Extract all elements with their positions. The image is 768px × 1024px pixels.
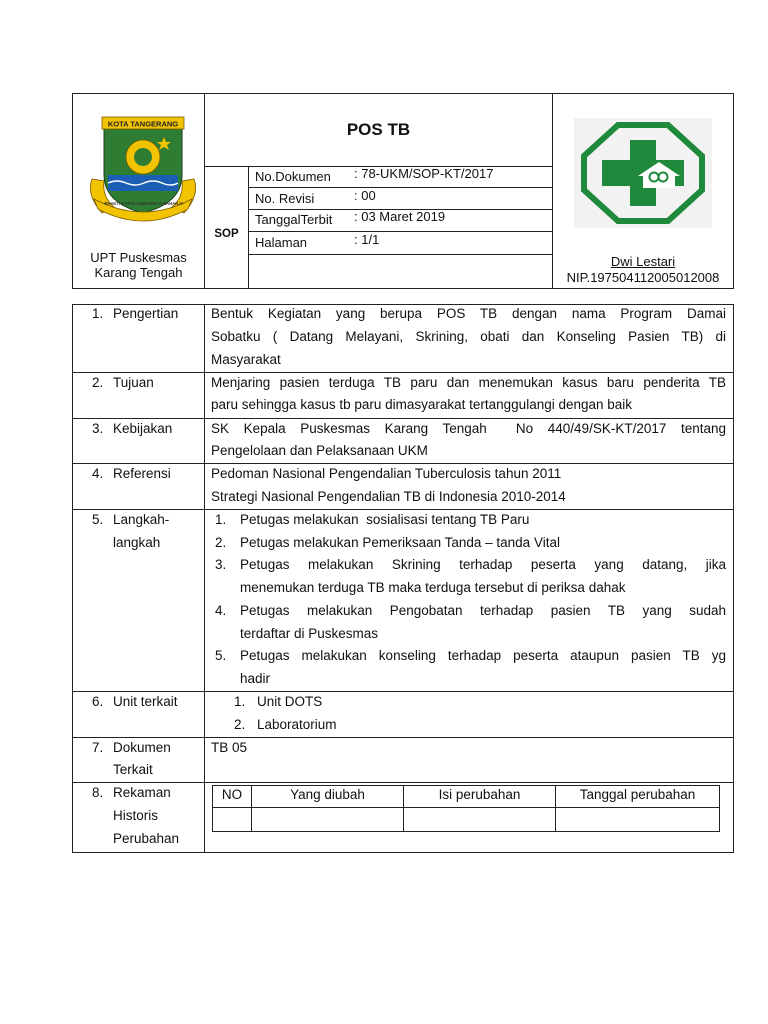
referensi-line-2: Strategi Nasional Pengendalian TB di Indonesia 2010-2014 xyxy=(211,489,566,504)
section-number: 2. xyxy=(92,375,104,390)
meta-value-halaman: : 1/1 xyxy=(354,232,380,247)
unit-number: 2. xyxy=(234,717,246,732)
tujuan-line-1: Menjaring pasien terduga TB paru dan menemukan kasus baru penderita TB xyxy=(211,375,726,390)
section-number: 6. xyxy=(92,694,104,709)
header-border-top xyxy=(72,93,734,94)
header-sop-divider xyxy=(248,166,249,289)
kota-tangerang-logo xyxy=(84,113,202,223)
history-col-isi-perubahan: Isi perubahan xyxy=(438,787,521,802)
signer-nip: NIP.197504112005012008 xyxy=(566,270,720,285)
section-number: 8. xyxy=(92,785,104,800)
step-5-line-2: hadir xyxy=(240,671,271,686)
page-title: POS TB xyxy=(346,120,411,139)
row-line-3 xyxy=(72,463,734,464)
body-border-top xyxy=(72,304,734,305)
referensi-line-1: Pedoman Nasional Pengendalian Tuberculosis tahun 2011 xyxy=(211,466,562,481)
meta-label-no-revisi: No. Revisi xyxy=(255,191,315,206)
section-label-tujuan: Tujuan xyxy=(113,375,154,390)
step-number: 4. xyxy=(215,603,227,618)
meta-label-no-dokumen: No.Dokumen xyxy=(255,169,331,184)
puskesmas-logo xyxy=(574,118,712,228)
section-label-langkah-2: langkah xyxy=(113,535,161,550)
pengertian-line-3: Masyarakat xyxy=(211,352,281,367)
step-4-line-2: terdaftar di Puskesmas xyxy=(240,626,379,641)
step-5-line-1: Petugas melakukan konseling terhadap peserta ataupun pasien TB yg xyxy=(240,648,726,663)
section-label-rekaman: Rekaman xyxy=(113,785,171,800)
section-label-historis: Historis xyxy=(113,808,159,823)
meta-value-no-dokumen: : 78-UKM/SOP-KT/2017 xyxy=(354,166,494,181)
meta-value-no-revisi: : 00 xyxy=(354,188,376,203)
signer-name: Dwi Lestari xyxy=(610,254,676,269)
section-label-langkah-1: Langkah- xyxy=(113,512,170,527)
step-number: 3. xyxy=(215,557,227,572)
section-number: 4. xyxy=(92,466,104,481)
step-3-line-2: menemukan terduga TB maka terduga tersebut di periksa dahak xyxy=(240,580,626,595)
body-border-bottom xyxy=(72,852,734,853)
meta-value-tanggal-terbit: : 03 Maret 2019 xyxy=(354,209,446,224)
org-name-line1: UPT Puskesmas xyxy=(90,250,187,265)
section-label-kebijakan: Kebijakan xyxy=(113,421,173,436)
header-border-bottom xyxy=(72,288,734,289)
unit-number: 1. xyxy=(234,694,246,709)
unit-item-laboratorium: Laboratorium xyxy=(257,717,337,732)
step-2-line-1: Petugas melakukan Pemeriksaan Tanda – tanda Vital xyxy=(240,535,560,550)
section-label-unit-terkait: Unit terkait xyxy=(113,694,178,709)
pengertian-line-1: Bentuk Kegiatan yang berupa POS TB dengan nama Program Damai xyxy=(211,306,726,321)
dokumen-terkait-value: TB 05 xyxy=(211,740,248,755)
pengertian-line-2: Sobatku ( Datang Melayani, Skrining, obati dan Konseling Pasien TB) di xyxy=(211,329,726,344)
row-line-1 xyxy=(72,372,734,373)
history-table-top xyxy=(212,785,720,786)
row-line-4 xyxy=(72,509,734,510)
history-col-yang-diubah: Yang diubah xyxy=(290,787,365,802)
body-border-left xyxy=(72,304,73,853)
history-col-no: NO xyxy=(221,787,243,802)
row-line-7 xyxy=(72,782,734,783)
meta-label-tanggal-terbit: TanggalTerbit xyxy=(255,212,333,227)
header-border-right xyxy=(733,93,734,289)
history-col-tanggal-perubahan: Tanggal perubahan xyxy=(579,787,696,802)
row-line-2 xyxy=(72,418,734,419)
step-number: 2. xyxy=(215,535,227,550)
kebijakan-line-1: SK Kepala Puskesmas Karang Tengah No 440/49/SK-KT/2017 tentang xyxy=(211,421,726,436)
logo-banner-text: KOTA TANGERANG xyxy=(107,119,179,129)
row-line-6 xyxy=(72,737,734,738)
history-table-bottom xyxy=(212,831,720,832)
logo-motto: BHAKTI KARYA ADHI KERTA RAHARJA xyxy=(104,201,184,206)
body-border-right xyxy=(733,304,734,853)
section-number: 5. xyxy=(92,512,104,527)
section-number: 7. xyxy=(92,740,104,755)
history-table-mid xyxy=(212,807,720,808)
section-label-pengertian: Pengertian xyxy=(113,306,179,321)
body-column-divider xyxy=(204,304,205,853)
meta-row-line-1 xyxy=(248,187,553,188)
tujuan-line-2: paru sehingga kasus tb paru dimasyarakat tertanggulangi dengan baik xyxy=(211,397,633,412)
step-number: 1. xyxy=(215,512,227,527)
org-name-line2: Karang Tengah xyxy=(94,265,183,280)
step-4-line-1: Petugas melakukan Pengobatan terhadap pasien TB yang sudah xyxy=(240,603,726,618)
section-label-referensi: Referensi xyxy=(113,466,171,481)
meta-label-halaman: Halaman xyxy=(255,235,308,250)
unit-item-dots: Unit DOTS xyxy=(257,694,323,709)
meta-row-line-3 xyxy=(248,231,553,232)
sop-label: SOP xyxy=(214,228,239,240)
row-line-5 xyxy=(72,691,734,692)
meta-row-line-4 xyxy=(248,254,553,255)
section-label-perubahan: Perubahan xyxy=(113,831,180,846)
section-label-terkait: Terkait xyxy=(113,762,153,777)
history-table-right xyxy=(719,785,720,832)
logo-gear-center xyxy=(134,148,152,166)
section-number: 1. xyxy=(92,306,104,321)
step-number: 5. xyxy=(215,648,227,663)
kebijakan-line-2: Pengelolaan dan Pelaksanaan UKM xyxy=(211,443,428,458)
section-label-dokumen: Dokumen xyxy=(113,740,171,755)
step-3-line-1: Petugas melakukan Skrining terhadap peserta yang datang, jika xyxy=(240,557,726,572)
section-number: 3. xyxy=(92,421,104,436)
step-1-line-1: Petugas melakukan sosialisasi tentang TB Paru xyxy=(240,512,530,527)
